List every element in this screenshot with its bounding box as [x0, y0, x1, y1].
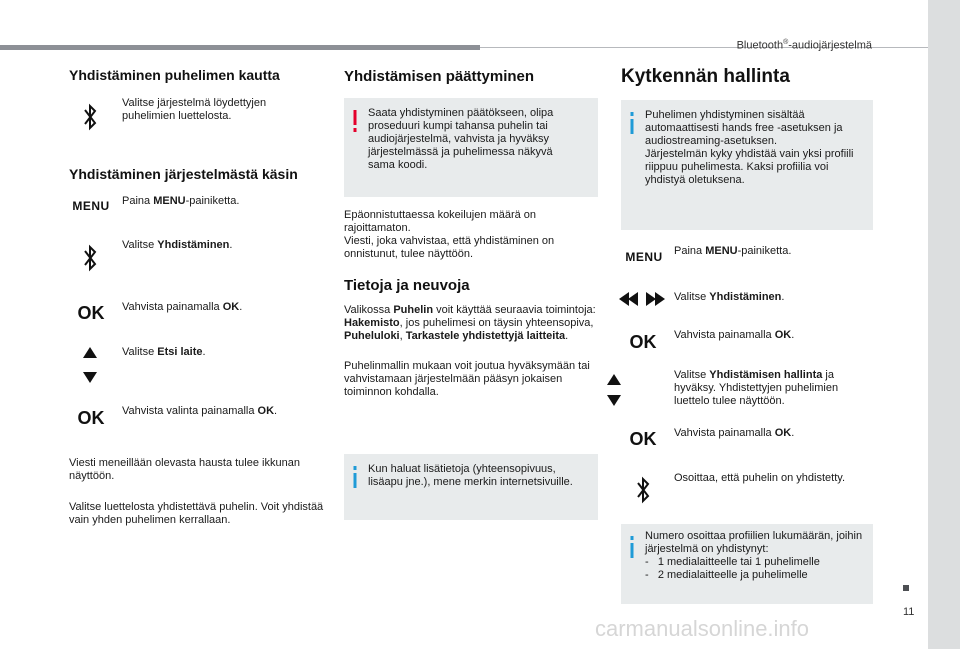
step-confirm-ok-2: Vahvista painamalla OK.: [674, 427, 795, 439]
seek-left-icon: [619, 292, 638, 306]
step-select-system: Valitse järjestelmä löydettyjen puhelimien luettelosta.: [122, 97, 267, 122]
down-arrow-icon: [607, 395, 621, 406]
para-phone-menu: Valikossa Puhelin voit käyttää seuraavia toimintoja: Hakemisto, jos puhelimesi on täysin yhteensopiva, Puheluloki, Tarkastele yhdistettyjä laitteita.: [344, 304, 596, 342]
info-box-profile-count: [621, 524, 873, 604]
warning-text: Saata yhdistyminen päätökseen, olipa proseduuri kumpi tahansa puhelin tai audiojärjestelmä, vahvista ja hyväksy järjestelmässä ja puhelimessa näkyvä sama koodi.: [368, 107, 554, 171]
info-icon: [629, 536, 635, 558]
page-marker: [903, 585, 909, 591]
header-bar: [0, 45, 480, 50]
step-confirm-ok: Vahvista painamalla OK.: [674, 329, 795, 341]
step-select-pairing: Valitse Yhdistäminen.: [122, 239, 233, 251]
heading-pair-via-phone: Yhdistäminen puhelimen kautta: [69, 67, 280, 83]
step-select-connection-management: Valitse Yhdistämisen hallinta ja hyväksy. Yhdistettyjen puhelimien luettelo tulee näyttöön.: [674, 369, 839, 407]
info-text: Kun haluat lisätietoja (yhteensopivuus, lisäapu jne.), mene merkin internetsivuille.: [368, 463, 573, 488]
info-box: [344, 454, 598, 520]
down-arrow-icon: [83, 372, 97, 383]
heading-info-advice: Tietoja ja neuvoja: [344, 277, 470, 294]
step-confirm-ok: Vahvista painamalla OK.: [122, 301, 243, 313]
watermark: carmanualsonline.info: [595, 616, 810, 641]
step-press-menu: Paina MENU-painiketta.: [674, 245, 792, 257]
info-icon: [629, 112, 635, 134]
heading-connection-management: Kytkennän hallinta: [621, 66, 790, 87]
heading-pair-from-system: Yhdistäminen järjestelmästä käsin: [69, 166, 298, 182]
ok-button-icon: OK: [77, 302, 105, 323]
info-box-profiles: [621, 100, 873, 230]
warning-box: [344, 98, 598, 197]
bluetooth-icon: [633, 474, 653, 506]
page-side-band: [928, 0, 960, 649]
menu-button-icon: MENU: [72, 199, 110, 213]
up-arrow-icon: [83, 347, 97, 358]
ok-button-icon: OK: [77, 407, 105, 428]
para-success-message: Viesti, joka vahvistaa, että yhdistäminen on onnistunut, tulee näyttöön.: [344, 235, 555, 260]
para-select-phone: Valitse luettelosta yhdistettävä puhelin. Voit yhdistää vain yhden puhelimen kerrallaan.: [69, 501, 324, 526]
step-press-menu: Paina MENU-painiketta.: [122, 195, 240, 207]
ok-button-icon: OK: [629, 331, 657, 352]
step-select-pairing: Valitse Yhdistäminen.: [674, 291, 785, 303]
up-down-arrows: [606, 374, 622, 406]
seek-right-icon: [646, 292, 665, 306]
para-search-message: Viesti meneillään olevasta hausta tulee ikkunan näyttöön.: [69, 457, 300, 482]
up-arrow-icon: [607, 374, 621, 385]
info-icon: [352, 466, 358, 488]
bluetooth-icon: [78, 243, 102, 273]
para-attempts: Epäonnistuttaessa kokeilujen määrä on rajoittamaton.: [344, 209, 537, 234]
warning-icon: [352, 110, 358, 132]
bluetooth-icon: [78, 102, 102, 132]
info-text: Numero osoittaa profiilien lukumäärän, joihin järjestelmä on yhdistynyt: - 1 medialaitteelle tai 1 puhelimelle - 2 medialaitteelle ja puhelimelle: [645, 530, 863, 581]
ok-button-icon: OK: [629, 428, 657, 449]
info-text: Puhelimen yhdistyminen sisältää automaattisesti hands free -asetuksen ja audiostreaming-asetuksen. Järjestelmän kyky yhdistää vain yksi profiili riippuu puhelimesta. Kaksi profiilia voi yhdistyä oletuksena.: [645, 109, 854, 186]
step-confirm-selection: Vahvista valinta painamalla OK.: [122, 405, 278, 417]
step-phone-connected: Osoittaa, että puhelin on yhdistetty.: [674, 472, 846, 484]
page-number: 11: [903, 606, 915, 618]
seek-arrows: [619, 291, 665, 307]
up-down-arrows: [82, 347, 98, 383]
menu-button-icon: MENU: [625, 250, 663, 264]
section-title: Bluetooth®-audiojärjestelmä: [736, 39, 872, 52]
step-select-search: Valitse Etsi laite.: [122, 346, 206, 358]
heading-pairing-end: Yhdistämisen päättyminen: [344, 68, 535, 85]
para-phone-model: Puhelinmallin mukaan voit joutua hyväksymään tai vahvistamaan järjestelmään pääsyn jokaisen toiminnon kohdalla.: [344, 360, 590, 398]
